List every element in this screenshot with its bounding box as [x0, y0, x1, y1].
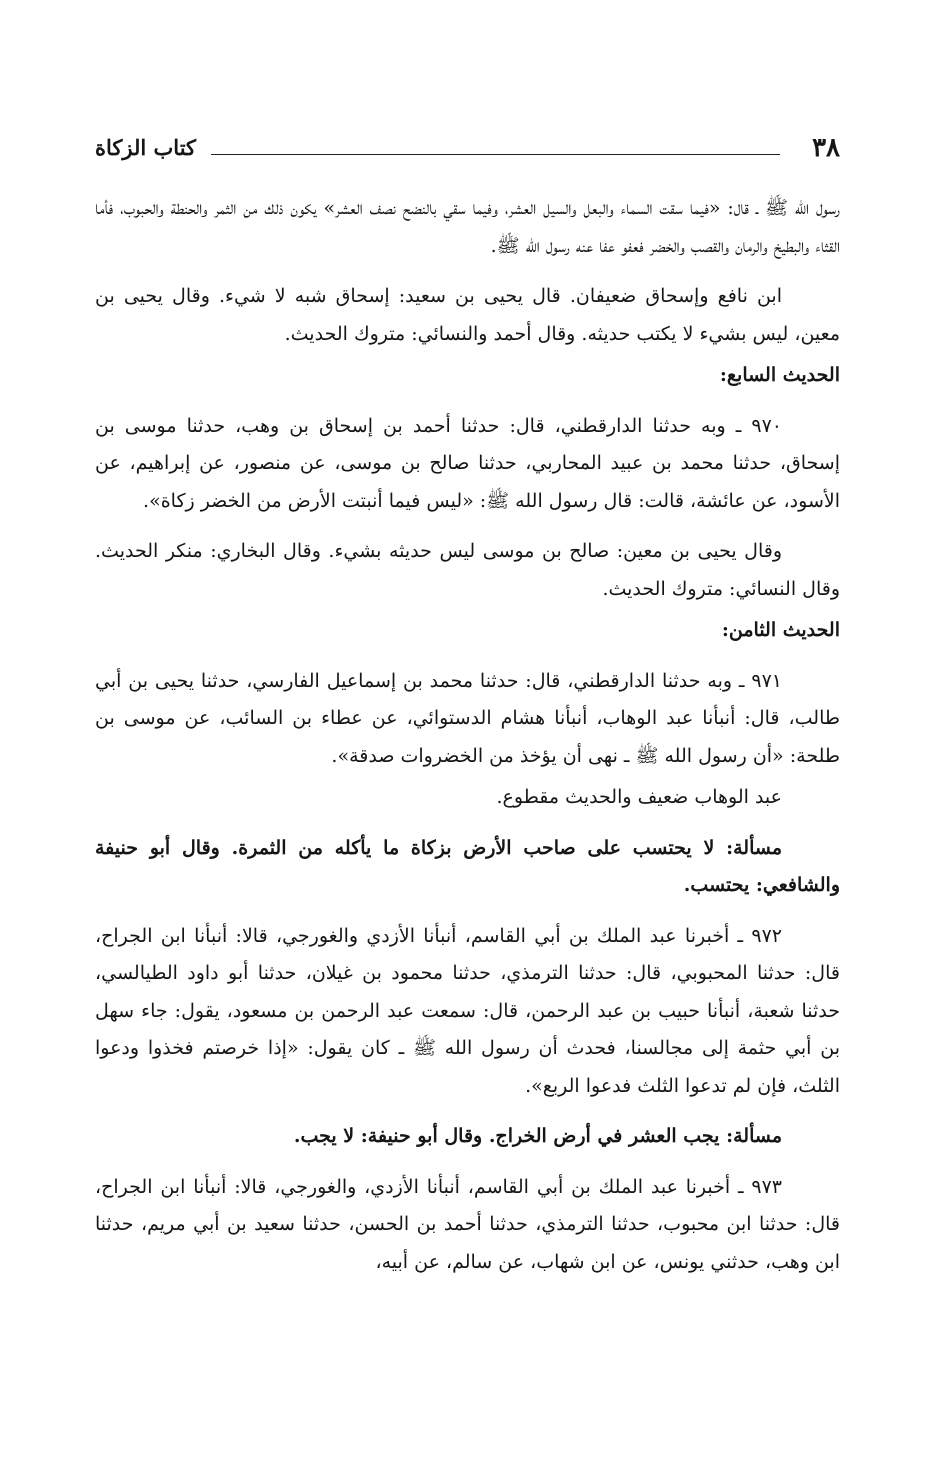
- section-heading-7: الحديث السابع:: [719, 364, 840, 386]
- page-body: [95, 190, 840, 1294]
- paragraph-6: عبد الوهاب ضعيف والحديث مقطوع.: [496, 786, 782, 808]
- running-title: كتاب الزكاة: [95, 135, 197, 160]
- paragraph-1: رسول الله ﷺ ـ قال: «فيما سقت السماء والبعل والسيل العشر، وفيما سقي بالنضح نصف العشر» يكون ذلك من الثمر والحنطة والحبوب، فأما القثاء والبطيخ والرمان والقصب والخضر فعفو عفا عنه رسول الله ﷺ.: [95, 197, 840, 257]
- page-header: [95, 128, 840, 168]
- section-heading-8: الحديث الثامن:: [721, 619, 840, 641]
- issue-2: مسألة: يجب العشر في أرض الخراج. وقال أبو حنيفة: لا يجب.: [293, 1125, 782, 1147]
- header-rule: [211, 154, 780, 155]
- paragraph-2: ابن نافع وإسحاق ضعيفان. قال يحيى بن سعيد: إسحاق شبه لا شيء. وقال يحيى بن معين، ليس بشيء لا يكتب حديثه. وقال أحمد والنسائي: متروك الحديث.: [95, 285, 840, 345]
- hadith-972: ٩٧٢ ـ أخبرنا عبد الملك بن أبي القاسم، أنبأنا الأزدي والغورجي، قالا: أنبأنا ابن الجراح، قال: حدثنا المحبوبي، قال: حدثنا الترمذي، حدثنا محمود بن غيلان، حدثنا أبو داود الطيالسي، حدثنا شعبة، أنبأنا حبيب بن عبد الرحمن، قال: سمعت عبد الرحمن بن مسعود، يقول: جاء سهل بن أبي حثمة إلى مجالسنا، فحدث أن رسول الله ﷺ ـ كان يقول: «إذا خرصتم فخذوا ودعوا الثلث، فإن لم تدعوا الثلث فدعوا الربع».: [95, 924, 840, 1097]
- hadith-970: ٩٧٠ ـ وبه حدثنا الدارقطني، قال: حدثنا أحمد بن إسحاق بن وهب، حدثنا موسى بن إسحاق، حدثنا محمد بن عبيد المحاربي، حدثنا صالح بن موسى، عن منصور، عن إبراهيم، عن الأسود، عن عائشة، قالت: قال رسول الله ﷺ: «ليس فيما أنبتت الأرض من الخضر زكاة».: [95, 414, 840, 512]
- hadith-973: ٩٧٣ ـ أخبرنا عبد الملك بن أبي القاسم، أنبأنا الأزدي، والغورجي، قالا: أنبأنا ابن الجراح، قال: حدثنا ابن محبوب، حدثنا الترمذي، حدثنا أحمد بن الحسن، حدثنا سعيد بن أبي مريم، حدثنا ابن وهب، حدثني يونس، عن ابن شهاب، عن سالم، عن أبيه،: [95, 1175, 840, 1273]
- hadith-971: ٩٧١ ـ وبه حدثنا الدارقطني، قال: حدثنا محمد بن إسماعيل الفارسي، حدثنا يحيى بن أبي طالب، قال: أنبأنا عبد الوهاب، أنبأنا هشام الدستوائي، عن عطاء بن السائب، عن موسى بن طلحة: «أن رسول الله ﷺ ـ نهى أن يؤخذ من الخضروات صدقة».: [95, 669, 840, 767]
- issue-1: مسألة: لا يحتسب على صاحب الأرض بزكاة ما يأكله من الثمرة. وقال أبو حنيفة والشافعي: يحتسب.: [95, 836, 840, 896]
- page-number: ٣٨: [812, 133, 840, 163]
- paragraph-4: وقال يحيى بن معين: صالح بن موسى ليس حديثه بشيء. وقال البخاري: منكر الحديث. وقال النسائي: متروك الحديث.: [95, 540, 840, 600]
